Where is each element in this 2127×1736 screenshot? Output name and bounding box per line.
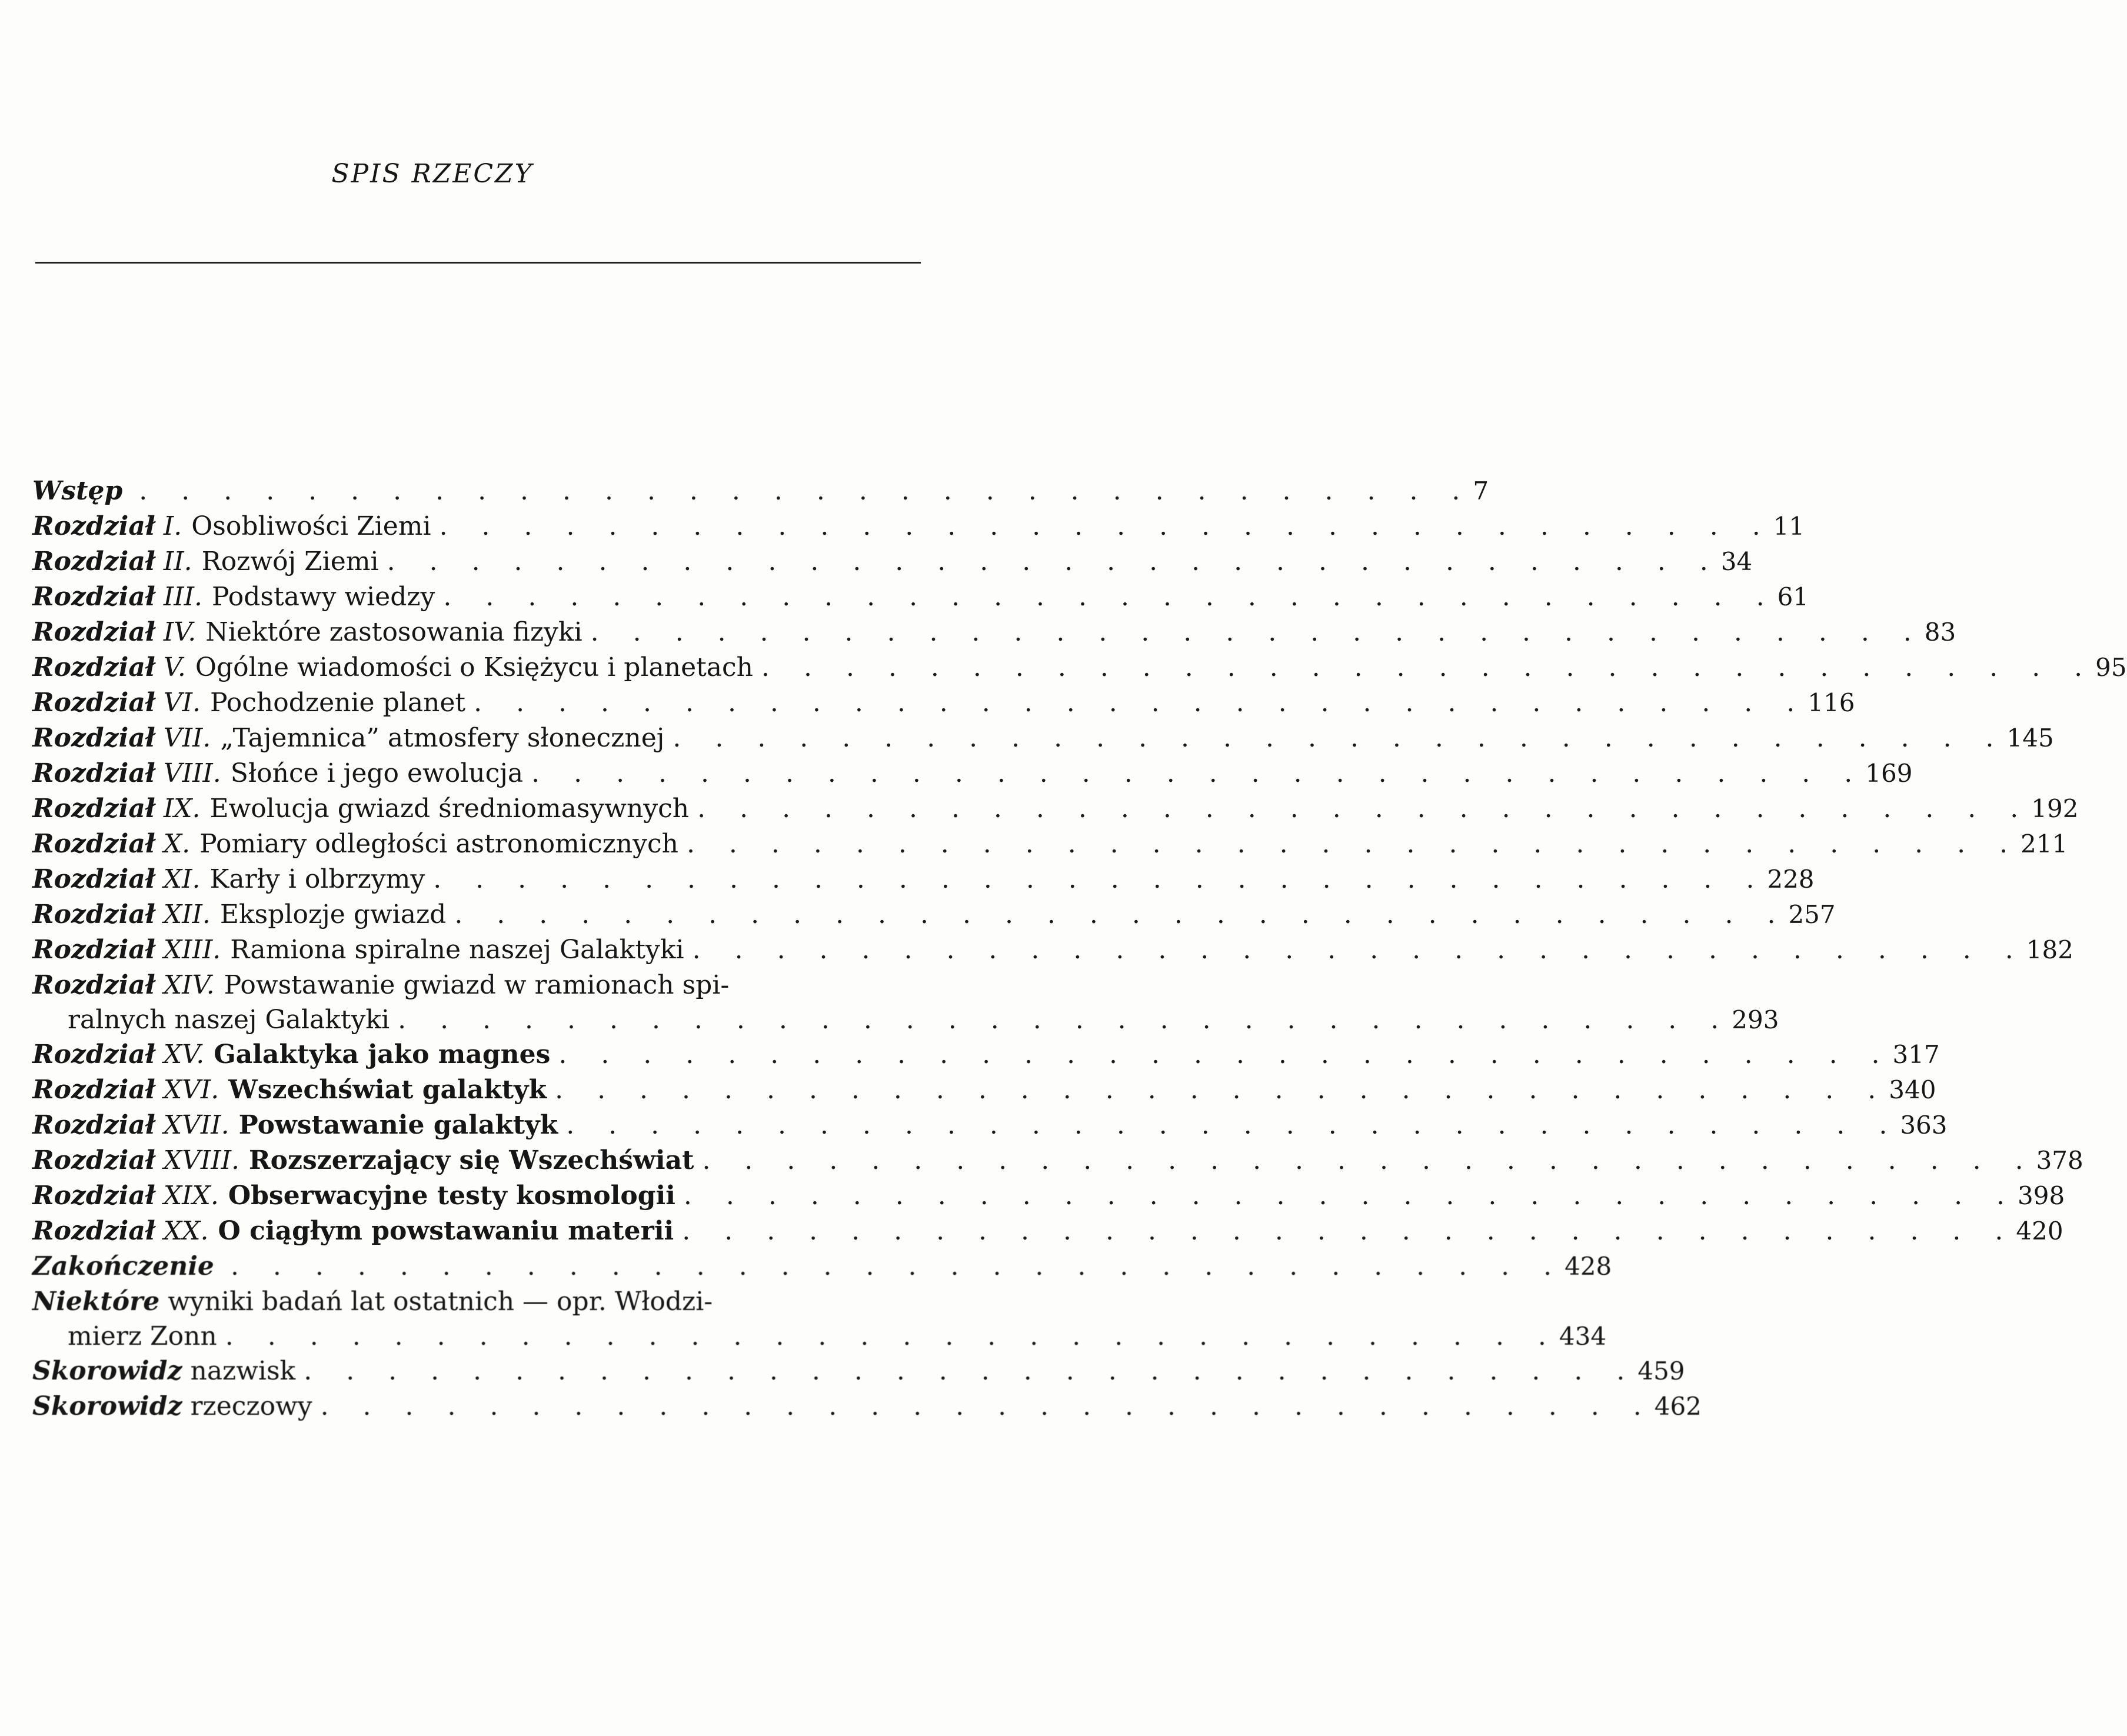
chapter-number: II. [163,547,192,577]
toc-entry[interactable] [32,1214,2063,1249]
entry-label: Rozdział [32,899,155,929]
entry-title: Osobliwości Ziemi [191,511,431,541]
leader-dots: . . . . . . . . . . . . . . . . . . . . . . . . . . . . . . . . [683,1181,2018,1211]
entry-label: Niektóre [32,1287,160,1317]
entry-title: Rozszerzający się Wszechświat [249,1145,694,1175]
page-number: 228 [1767,865,1815,894]
toc-entry[interactable] [32,721,2054,756]
page-title: SPIS RZECZY [331,159,534,189]
page-number: 116 [1808,688,1855,717]
entry-label: Rozdział [32,970,155,1000]
leader-dots: . . . . . . . . . . . . . . . . . . . . . . . . . . . . . . . . [387,547,1721,577]
entry-label: Wstęp [32,476,123,506]
entry-title: Galaktyka jako magnes [214,1039,551,1069]
leader-dots: . . . . . . . . . . . . . . . . . . . . . . . . . . . . . . . . [225,1321,1559,1351]
entry-title: Karły i olbrzymy [209,864,425,894]
toc-entry[interactable] [32,932,2073,968]
leader-dots: . . . . . . . . . . . . . . . . . . . . . . . . . . . . . . . . [139,476,1473,506]
leader-dots: . . . . . . . . . . . . . . . . . . . . . . . . . . . . . . . . [686,829,2021,859]
entry-title: Eksplozje gwiazd [219,899,447,929]
page-number: 34 [1720,547,1753,576]
chapter-number: XII. [163,899,211,929]
toc-entry[interactable] [32,897,1836,932]
chapter-number: VI. [163,688,201,718]
page-number: 192 [2031,794,2079,823]
leader-dots: . . . . . . . . . . . . . . . . . . . . . . . . . . . . . . . . [454,899,1789,929]
chapter-number: XI. [163,864,201,894]
chapter-number: I. [163,511,182,541]
chapter-number: IV. [163,617,197,647]
entry-label: Rozdział [32,1039,155,1069]
toc-entry[interactable] [32,1354,1685,1389]
entry-label: Rozdział [32,864,155,894]
leader-dots: . . . . . . . . . . . . . . . . . . . . . . . . . . . . . . . . [761,652,2096,682]
entry-title: Pochodzenie planet [209,688,466,718]
toc-entry[interactable] [32,1143,2083,1178]
entry-title: nazwisk [190,1356,296,1386]
chapter-number: V. [163,652,186,682]
toc-entry[interactable] [32,1037,1940,1072]
page-number: 378 [2036,1146,2083,1175]
page-number: 83 [1924,618,1956,647]
entry-label: Rozdział [32,758,155,788]
entry-label: Rozdział [32,511,155,541]
leader-dots: . . . . . . . . . . . . . . . . . . . . . . . . . . . . . . . . [433,864,1767,894]
entry-label: Rozdział [32,1181,155,1211]
page-number: 420 [2016,1217,2063,1245]
chapter-number: III. [163,582,202,612]
toc-entry[interactable] [32,827,2068,862]
toc-entry[interactable] [32,791,2079,827]
chapter-number: VIII. [163,758,221,788]
chapter-number: XIII. [163,935,221,965]
entry-title: rzeczowy [190,1391,312,1421]
page-number: 434 [1559,1322,1607,1351]
entry-label: Rozdział [32,1145,155,1175]
page-number: 257 [1788,900,1836,929]
chapter-number: XVI. [163,1075,219,1105]
entry-title: wyniki badań lat ostatnich — opr. Włodzi- [168,1287,713,1317]
leader-dots: . . . . . . . . . . . . . . . . . . . . . . . . . . . . . . . . [398,1005,1732,1035]
page-number: 11 [1773,512,1805,541]
page-number: 95 [2095,653,2127,682]
leader-dots: . . . . . . . . . . . . . . . . . . . . . . . . . . . . . . . . [230,1251,1565,1281]
entry-label: Rozdział [32,688,155,718]
toc-entry[interactable] [32,1108,1948,1143]
toc-entry[interactable] [32,579,1809,615]
entry-label: Rozdział [32,547,155,577]
entry-label: Skorowidz [32,1391,182,1421]
toc-entry-continuation [32,1320,1607,1354]
toc-entry[interactable] [32,1178,2065,1214]
page-number: 7 [1473,477,1489,505]
entry-title: Wszechświat galaktyk [228,1075,547,1105]
chapter-number: X. [163,829,191,859]
chapter-number: IX. [163,794,201,824]
toc-entry[interactable] [32,1284,927,1320]
entry-title: Ramiona spiralne naszej Galaktyki [230,935,684,965]
leader-dots: . . . . . . . . . . . . . . . . . . . . . . . . . . . . . . . . [692,935,2026,965]
entry-title: Podstawy wiedzy [211,582,435,612]
toc-entry-continuation [32,1003,1779,1037]
chapter-number: XIV. [163,970,215,1000]
chapter-number: VII. [163,723,211,753]
page-number: 211 [2021,829,2068,858]
entry-label: Rozdział [32,935,155,965]
chapter-number: XVII. [163,1110,229,1140]
entry-label: Skorowidz [32,1356,182,1386]
toc-entry[interactable] [32,1072,1936,1108]
leader-dots: . . . . . . . . . . . . . . . . . . . . . . . . . . . . . . . . [566,1110,1900,1140]
entry-title: Pomiary odległości astronomicznych [199,829,678,859]
chapter-number: XVIII. [163,1145,240,1175]
toc-entry[interactable] [32,650,2127,685]
entry-label: Rozdział [32,1110,155,1140]
toc-entry[interactable] [32,1389,1702,1424]
entry-label: Rozdział [32,1216,155,1246]
entry-title: Obserwacyjne testy kosmologii [228,1181,675,1211]
page-number: 169 [1865,759,1913,788]
leader-dots: . . . . . . . . . . . . . . . . . . . . . . . . . . . . . . . . [320,1391,1655,1421]
page-number: 363 [1900,1111,1948,1139]
page-number: 317 [1892,1040,1940,1069]
entry-label: Rozdział [32,723,155,753]
entry-title: Ogólne wiadomości o Księżycu i planetach [195,652,754,682]
leader-dots: . . . . . . . . . . . . . . . . . . . . . . . . . . . . . . . . [590,617,1925,647]
toc-entry[interactable] [32,862,1815,897]
leader-dots: . . . . . . . . . . . . . . . . . . . . . . . . . . . . . . . . [474,688,1808,718]
page-number: 340 [1889,1075,1936,1104]
entry-title: O ciągłym powstawaniu materii [218,1216,674,1246]
entry-label: Rozdział [32,829,155,859]
entry-title-continuation: ralnych naszej Galaktyki [68,1005,390,1035]
leader-dots: . . . . . . . . . . . . . . . . . . . . . . . . . . . . . . . . [555,1075,1889,1105]
entry-label: Rozdział [32,794,155,824]
leader-dots: . . . . . . . . . . . . . . . . . . . . . . . . . . . . . . . . [439,511,1773,541]
entry-title: Ewolucja gwiazd średniomasywnych [209,794,690,824]
entry-label: Rozdział [32,617,155,647]
toc-entry[interactable] [32,1249,1612,1284]
page-number: 293 [1732,1005,1779,1034]
entry-title: Niektóre zastosowania fizyki [205,617,582,647]
entry-title: Powstawanie gwiazd w ramionach spi- [224,970,730,1000]
page-number: 398 [2018,1181,2065,1210]
page-number: 428 [1565,1252,1612,1281]
leader-dots: . . . . . . . . . . . . . . . . . . . . . . . . . . . . . . . . [531,758,1866,788]
leader-dots: . . . . . . . . . . . . . . . . . . . . . . . . . . . . . . . . [304,1356,1638,1386]
leader-dots: . . . . . . . . . . . . . . . . . . . . . . . . . . . . . . . . [702,1145,2036,1175]
chapter-number: XV. [163,1039,205,1069]
entry-label: Rozdział [32,652,155,682]
entry-title: Rozwój Ziemi [201,547,379,577]
entry-title: Powstawanie galaktyk [238,1110,558,1140]
title-divider [35,262,921,264]
page-number: 61 [1777,582,1809,611]
chapter-number: XIX. [163,1181,219,1211]
toc-entry[interactable] [32,968,927,1003]
entry-title-continuation: mierz Zonn [68,1321,217,1351]
leader-dots: . . . . . . . . . . . . . . . . . . . . . . . . . . . . . . . . [443,582,1778,612]
toc-entry[interactable] [32,615,1956,650]
page-number: 182 [2026,935,2073,964]
toc-entry[interactable] [32,544,1753,579]
leader-dots: . . . . . . . . . . . . . . . . . . . . . . . . . . . . . . . . [697,794,2032,824]
leader-dots: . . . . . . . . . . . . . . . . . . . . . . . . . . . . . . . . [673,723,2007,753]
page-number: 462 [1654,1392,1702,1421]
leader-dots: . . . . . . . . . . . . . . . . . . . . . . . . . . . . . . . . [682,1216,2016,1246]
entry-title: Słońce i jego ewolucja [230,758,524,788]
page-number: 145 [2006,724,2054,752]
toc-entry[interactable] [32,756,1913,791]
entry-title: „Tajemnica” atmosfery słonecznej [220,723,665,753]
entry-label: Zakończenie [32,1251,214,1281]
table-of-contents [32,474,2127,1424]
entry-label: Rozdział [32,582,155,612]
toc-entry[interactable] [32,685,1855,721]
page-number: 459 [1637,1357,1685,1385]
chapter-number: XX. [163,1216,209,1246]
toc-entry[interactable] [32,474,1489,509]
toc-entry[interactable] [32,509,1805,544]
entry-label: Rozdział [32,1075,155,1105]
leader-dots: . . . . . . . . . . . . . . . . . . . . . . . . . . . . . . . . [558,1039,1893,1069]
